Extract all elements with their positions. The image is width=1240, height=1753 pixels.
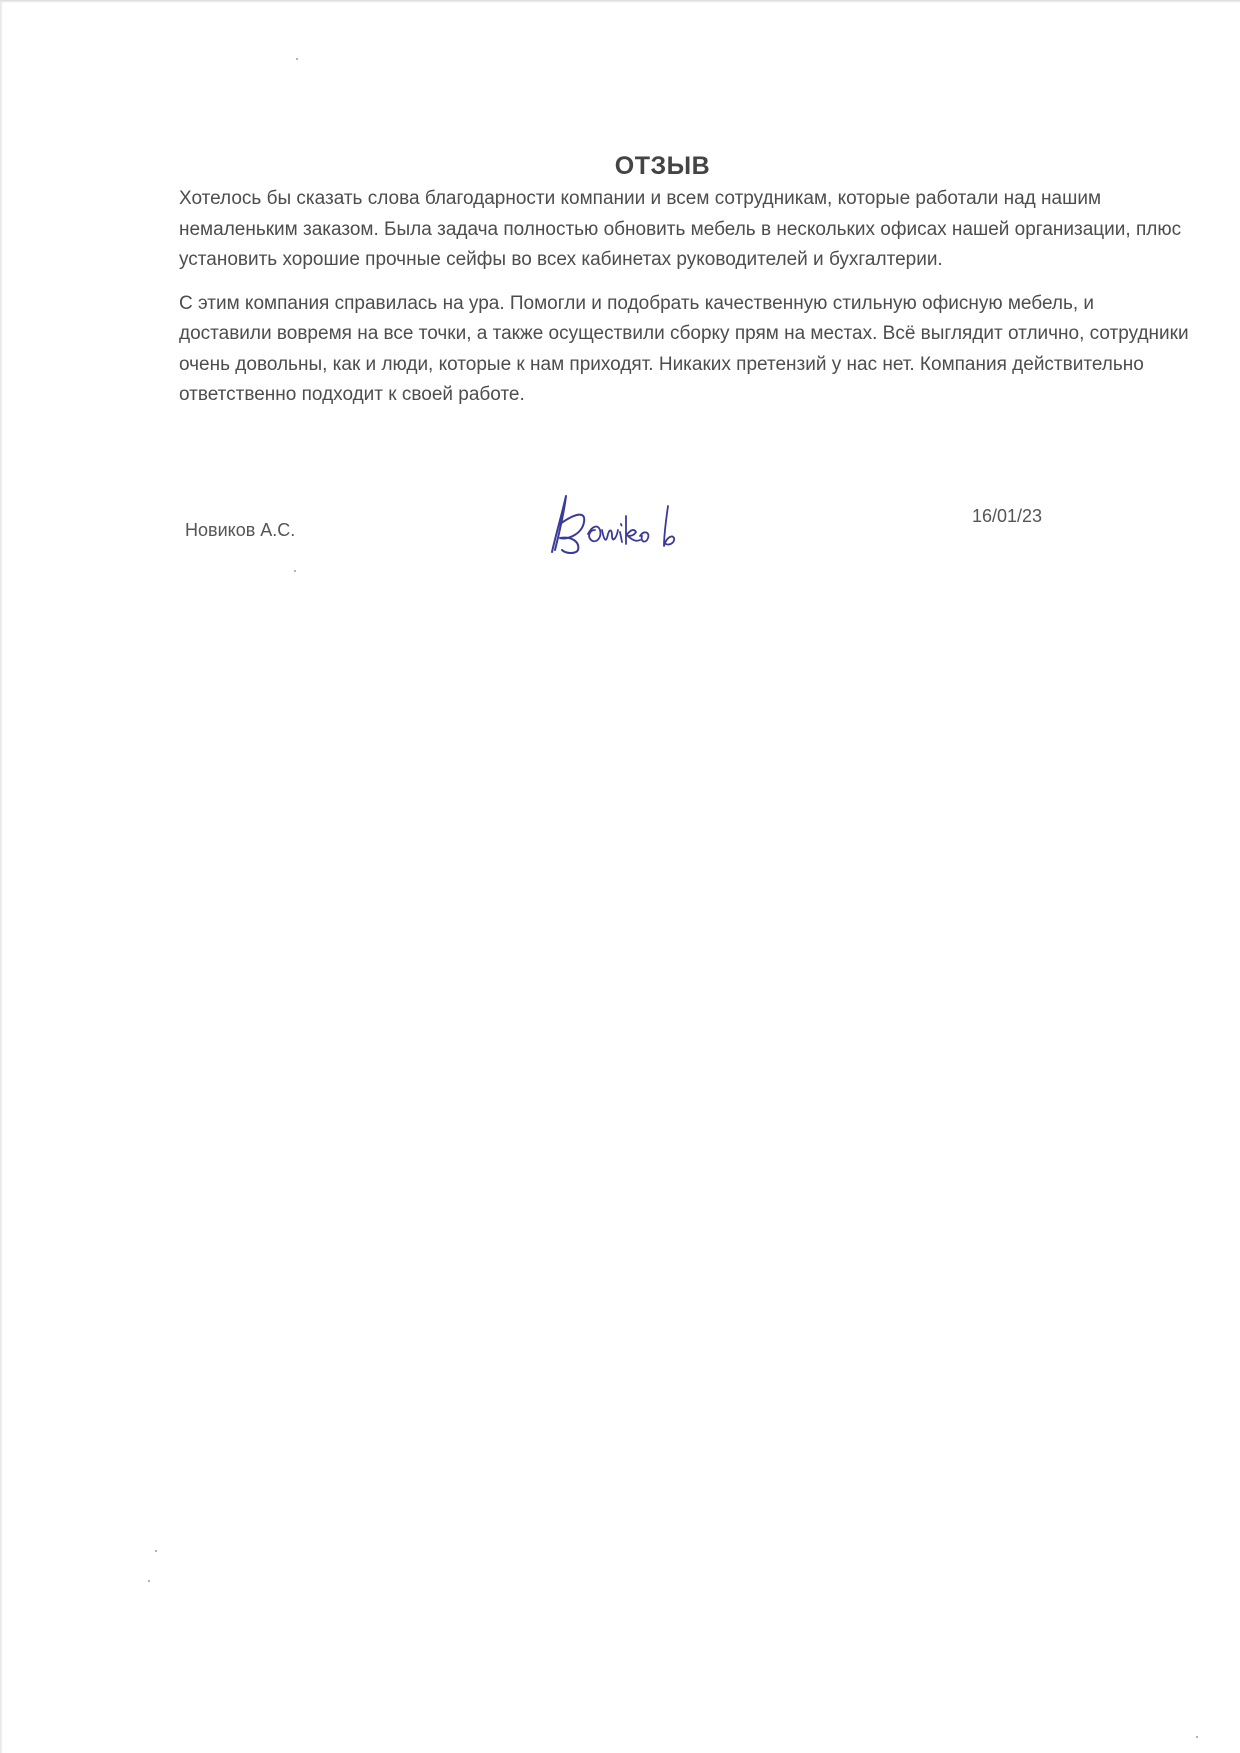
- scan-edge-top: [0, 0, 1240, 3]
- document-title: ОТЗЫВ: [614, 152, 711, 180]
- handwritten-signature: [540, 490, 690, 560]
- scan-speck: [155, 1550, 157, 1552]
- review-paragraph: Хотелось бы сказать слова благодарности компании и всем сотрудникам, которые работали над нашим немаленьким заказом. Была задача полностью обновить мебель в нескольких офисах нашей организации, плюс установить хорошие прочные сейфы во всех кабинетах руководителей и бухгалтерии.: [179, 188, 1182, 270]
- scan-speck: [1196, 1736, 1198, 1738]
- review-body: [179, 184, 1189, 424]
- signatory-name: Новиков А.С.: [185, 520, 296, 540]
- scan-speck: [296, 58, 298, 60]
- scan-speck: [148, 1580, 150, 1582]
- document-date: 16/01/23: [972, 506, 1043, 526]
- scan-edge-left: [0, 0, 3, 1753]
- review-paragraph: С этим компания справилась на ура. Помогли и подобрать качественную стильную офисную мебель, и доставили вовремя на все точки, а также осуществили сборку прям на местах. Всё выглядит отлично, сотрудники очень довольны, как и люди, которые к нам приходят. Никаких претензий у нас нет. Компания действительно ответственно подходит к своей работе.: [179, 292, 1189, 405]
- scan-speck: [294, 570, 296, 572]
